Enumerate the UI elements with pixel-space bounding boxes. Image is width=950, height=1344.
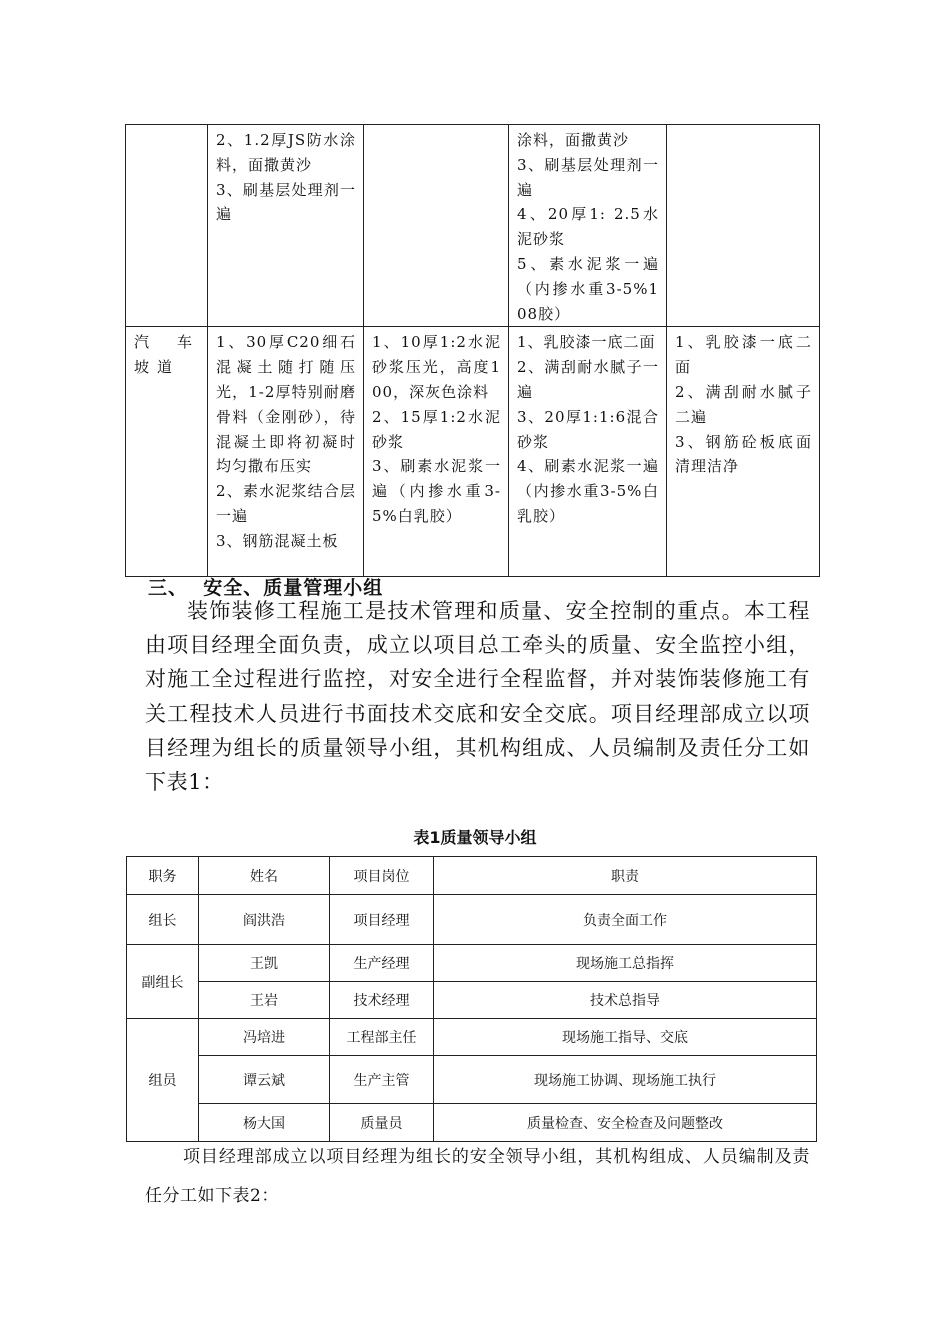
duty-cell: 现场施工协调、现场施工执行	[434, 1056, 817, 1104]
duty-cell: 现场施工总指挥	[434, 945, 817, 982]
table-row	[127, 1104, 817, 1142]
section-paragraph: 装饰装修工程施工是技术管理和质量、安全控制的重点。本工程由项目经理全面负责，成立以项目总工牵头的质量、安全监控小组，对施工全过程进行监控，对安全进行全程监督，并对装饰装修施工有关工程技术人员进行书面技术交底和安全交底。项目经理部成立以项目经理为组长的质量领导小组，其机构组成、人员编制及责任分工如下表1：	[145, 599, 810, 795]
quality-team-table	[126, 856, 817, 1142]
name-cell: 王岩	[199, 982, 330, 1019]
spec-cell	[667, 125, 820, 327]
spec-cell	[126, 125, 208, 327]
spec-cell: 2、1.2厚JS防水涂料，面撒黄沙 3、刷基层处理剂一遍	[208, 125, 364, 327]
duty-cell: 技术总指导	[434, 982, 817, 1019]
position-cell: 项目经理	[330, 895, 434, 945]
construction-spec-table	[125, 124, 820, 577]
table-row	[127, 945, 817, 982]
table-row	[127, 1019, 817, 1056]
table-row	[127, 982, 817, 1019]
role-cell: 副组长	[127, 945, 199, 1019]
table-row	[126, 125, 820, 327]
spec-cell: 1、乳胶漆一底二面 2、满刮耐水腻子二遍 3、钢筋砼板底面清理洁净	[667, 327, 820, 577]
name-cell: 阎洪浩	[199, 895, 330, 945]
closing-paragraph: 项目经理部成立以项目经理为组长的安全领导小组，其机构组成、人员编制及责任分工如下表2：	[145, 1147, 810, 1206]
column-header: 职责	[434, 857, 817, 895]
spec-cell: 汽车坡道	[126, 327, 208, 577]
section-heading: 三、 安全、质量管理小组	[148, 577, 384, 599]
table-row	[127, 1056, 817, 1104]
table-caption: 表1质量领导小组	[413, 828, 537, 847]
position-cell: 生产经理	[330, 945, 434, 982]
spec-cell	[364, 125, 509, 327]
spec-cell: 1、乳胶漆一底二面 2、满刮耐水腻子一遍 3、20厚1:1:6混合砂浆 4、刷素水泥浆一遍（内掺水重3-5%白乳胶）	[509, 327, 667, 577]
duty-cell: 质量检查、安全检查及问题整改	[434, 1104, 817, 1142]
table-row	[126, 327, 820, 577]
role-cell: 组长	[127, 895, 199, 945]
name-cell: 杨大国	[199, 1104, 330, 1142]
spec-cell: 1、30厚C20细石混凝土随打随压光，1-2厚特别耐磨骨料（金刚砂），待混凝土即将初凝时均匀撒布压实 2、素水泥浆结合层一遍 3、钢筋混凝土板	[208, 327, 364, 577]
spec-cell: 涂料，面撒黄沙 3、刷基层处理剂一遍 4、20厚1: 2.5水泥砂浆 5、素水泥浆一遍（内掺水重3-5%108胶）	[509, 125, 667, 327]
position-cell: 技术经理	[330, 982, 434, 1019]
position-cell: 质量员	[330, 1104, 434, 1142]
table-header-row	[127, 857, 817, 895]
duty-cell: 负责全面工作	[434, 895, 817, 945]
column-header: 项目岗位	[330, 857, 434, 895]
column-header: 姓名	[199, 857, 330, 895]
column-header: 职务	[127, 857, 199, 895]
name-cell: 王凯	[199, 945, 330, 982]
name-cell: 冯培进	[199, 1019, 330, 1056]
role-cell: 组员	[127, 1019, 199, 1142]
position-cell: 生产主管	[330, 1056, 434, 1104]
spec-cell: 1、10厚1:2水泥砂浆压光，高度100，深灰色涂料 2、15厚1:2水泥砂浆 3、刷素水泥浆一遍（内掺水重3-5%白乳胶）	[364, 327, 509, 577]
table-row	[127, 895, 817, 945]
duty-cell: 现场施工指导、交底	[434, 1019, 817, 1056]
position-cell: 工程部主任	[330, 1019, 434, 1056]
name-cell: 谭云斌	[199, 1056, 330, 1104]
